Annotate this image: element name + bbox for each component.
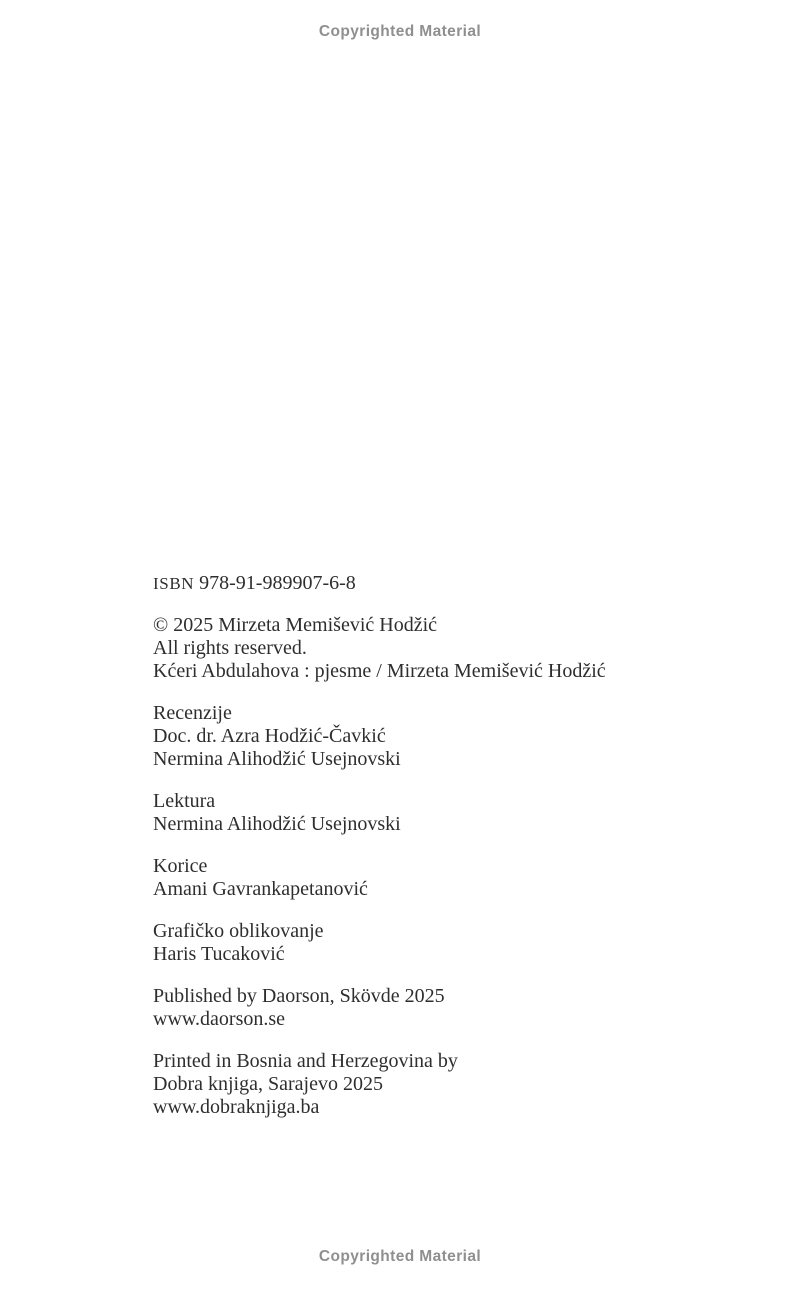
section-person: Nermina Alihodžić Usejnovski: [153, 748, 401, 770]
title-statement-line: Kćeri Abdulahova : pjesme / Mirzeta Memišević Hodžić: [153, 660, 606, 682]
section-person: Amani Gavrankapetanović: [153, 878, 368, 900]
section-person: Haris Tucaković: [153, 943, 285, 965]
section-graficko-oblikovanje: [153, 920, 733, 966]
printer-statement: [153, 1050, 733, 1119]
colophon-text-block: [153, 572, 733, 1119]
section-lektura: [153, 790, 733, 836]
publisher-statement: [153, 985, 733, 1031]
section-person: Doc. dr. Azra Hodžić-Čavkić: [153, 725, 386, 747]
copyright-line: © 2025 Mirzeta Memišević Hodžić: [153, 614, 438, 636]
section-person: Nermina Alihodžić Usejnovski: [153, 813, 401, 835]
copyrighted-material-banner-top: Copyrighted Material: [318, 23, 482, 40]
copyright-statement: [153, 614, 733, 683]
printer-line-2: Dobra knjiga, Sarajevo 2025: [153, 1073, 383, 1095]
section-recenzije: [153, 702, 733, 771]
isbn-label: ISBN: [153, 574, 195, 593]
rights-reserved-line: All rights reserved.: [153, 637, 307, 659]
printer-website: www.dobraknjiga.ba: [153, 1096, 320, 1118]
copyrighted-material-banner-bottom: Copyrighted Material: [318, 1248, 482, 1265]
printer-line-1: Printed in Bosnia and Herzegovina by: [153, 1050, 458, 1072]
section-heading: Grafičko oblikovanje: [153, 920, 324, 942]
section-heading: Recenzije: [153, 702, 232, 724]
publisher-line: Published by Daorson, Skövde 2025: [153, 985, 445, 1007]
isbn-value: 978-91-989907-6-8: [199, 572, 356, 594]
isbn-line: [153, 572, 733, 595]
publisher-website: www.daorson.se: [153, 1008, 286, 1030]
section-korice: [153, 855, 733, 901]
section-heading: Korice: [153, 855, 208, 877]
section-heading: Lektura: [153, 790, 216, 812]
